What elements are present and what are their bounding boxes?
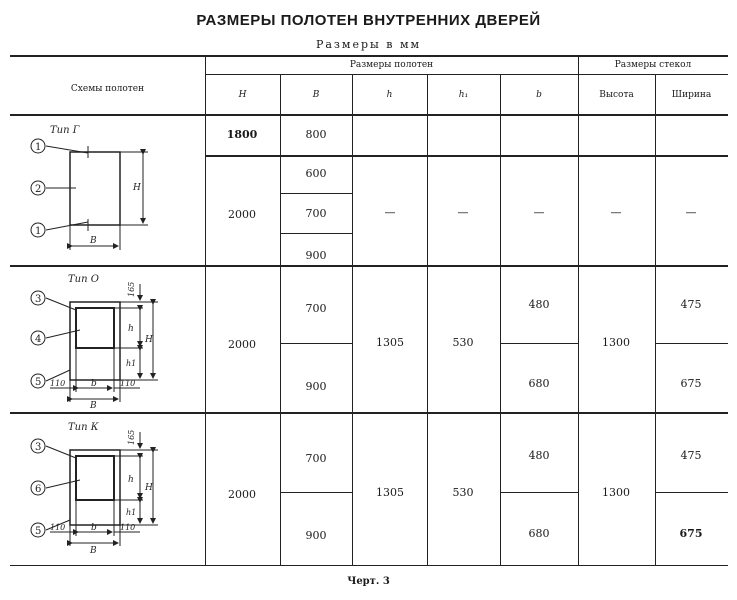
- cell-height: 1300: [602, 336, 630, 349]
- door-schemes: [0, 0, 205, 600]
- header-col-b: b: [536, 90, 542, 100]
- header-schemes: Схемы полотен: [70, 84, 145, 94]
- cell-H: 2000: [228, 338, 256, 351]
- svg-text:Тип К: Тип К: [68, 422, 99, 433]
- cell-B-top: 800: [305, 128, 327, 141]
- cell-B-1: 700: [305, 302, 327, 315]
- svg-text:Тип О: Тип О: [68, 274, 99, 285]
- type-label: Тип Г: [50, 125, 80, 136]
- header-col-H: H: [238, 90, 247, 100]
- svg-text:110: 110: [120, 523, 136, 532]
- cell-b-2: 680: [528, 377, 550, 390]
- cell-width-2: 675: [680, 377, 702, 390]
- svg-text:1: 1: [35, 226, 42, 237]
- page-title: РАЗМЕРЫ ПОЛОТЕН ВНУТРЕННИХ ДВЕРЕЙ: [196, 12, 541, 29]
- cell-h1: 530: [452, 336, 474, 349]
- cell-h1: —: [457, 206, 469, 219]
- cell-width-2: 675: [679, 527, 703, 540]
- type-o-scheme: [31, 274, 158, 411]
- svg-text:110: 110: [50, 379, 66, 388]
- cell-B-3: 900: [305, 249, 327, 262]
- svg-text:h1: h1: [126, 359, 137, 368]
- cell-H-top: 1800: [226, 128, 258, 141]
- svg-text:b: b: [91, 379, 97, 389]
- svg-text:h: h: [128, 324, 134, 334]
- svg-text:6: 6: [35, 484, 42, 495]
- header-col-height: Высота: [599, 90, 634, 100]
- svg-text:B: B: [90, 546, 97, 556]
- cell-B-1: 600: [305, 167, 327, 180]
- svg-text:5: 5: [35, 377, 42, 388]
- svg-text:165: 165: [127, 429, 136, 445]
- cell-b-1: 480: [528, 298, 550, 311]
- figure-caption: Черт. 3: [347, 576, 390, 587]
- cell-h: —: [384, 206, 396, 219]
- header-col-h1: h₁: [458, 90, 469, 100]
- svg-text:2: 2: [35, 184, 42, 195]
- svg-text:5: 5: [35, 526, 42, 537]
- cell-width-1: 475: [680, 449, 702, 462]
- svg-text:H: H: [145, 483, 153, 493]
- header-col-B: B: [312, 90, 320, 100]
- cell-B-2: 900: [305, 529, 327, 542]
- svg-text:B: B: [90, 401, 97, 411]
- cell-B-2: 900: [305, 380, 327, 393]
- svg-text:3: 3: [35, 294, 42, 305]
- cell-b: —: [533, 206, 545, 219]
- cell-h: 1305: [376, 486, 404, 499]
- dim-B: B: [90, 236, 97, 246]
- type-g-scheme: [31, 125, 148, 250]
- svg-text:h: h: [128, 475, 134, 485]
- cell-height: —: [610, 206, 622, 219]
- svg-text:110: 110: [50, 523, 66, 532]
- svg-text:3: 3: [35, 442, 42, 453]
- cell-H: 2000: [228, 488, 256, 501]
- svg-text:110: 110: [120, 379, 136, 388]
- header-glass-group: Размеры стекол: [614, 60, 692, 70]
- header-col-h: h: [386, 90, 393, 100]
- cell-B-2: 700: [305, 207, 327, 220]
- cell-width-1: 475: [680, 298, 702, 311]
- dim-H: H: [133, 183, 141, 193]
- cell-b-2: 680: [528, 527, 550, 540]
- cell-H: 2000: [228, 208, 256, 221]
- cell-B-1: 700: [305, 452, 327, 465]
- cell-height: 1300: [602, 486, 630, 499]
- svg-text:b: b: [91, 523, 97, 533]
- cell-h1: 530: [452, 486, 474, 499]
- type-k-scheme: [31, 422, 158, 556]
- svg-text:4: 4: [35, 334, 42, 345]
- cell-b-1: 480: [528, 449, 550, 462]
- units-subtitle: Размеры в мм: [315, 38, 422, 51]
- cell-width: —: [685, 206, 697, 219]
- header-sizes-group: Размеры полотен: [349, 60, 434, 70]
- svg-text:165: 165: [127, 281, 136, 297]
- svg-text:1: 1: [35, 142, 42, 153]
- header-col-width: Ширина: [671, 90, 712, 100]
- cell-h: 1305: [376, 336, 404, 349]
- svg-text:h1: h1: [126, 508, 137, 517]
- svg-text:H: H: [145, 335, 153, 345]
